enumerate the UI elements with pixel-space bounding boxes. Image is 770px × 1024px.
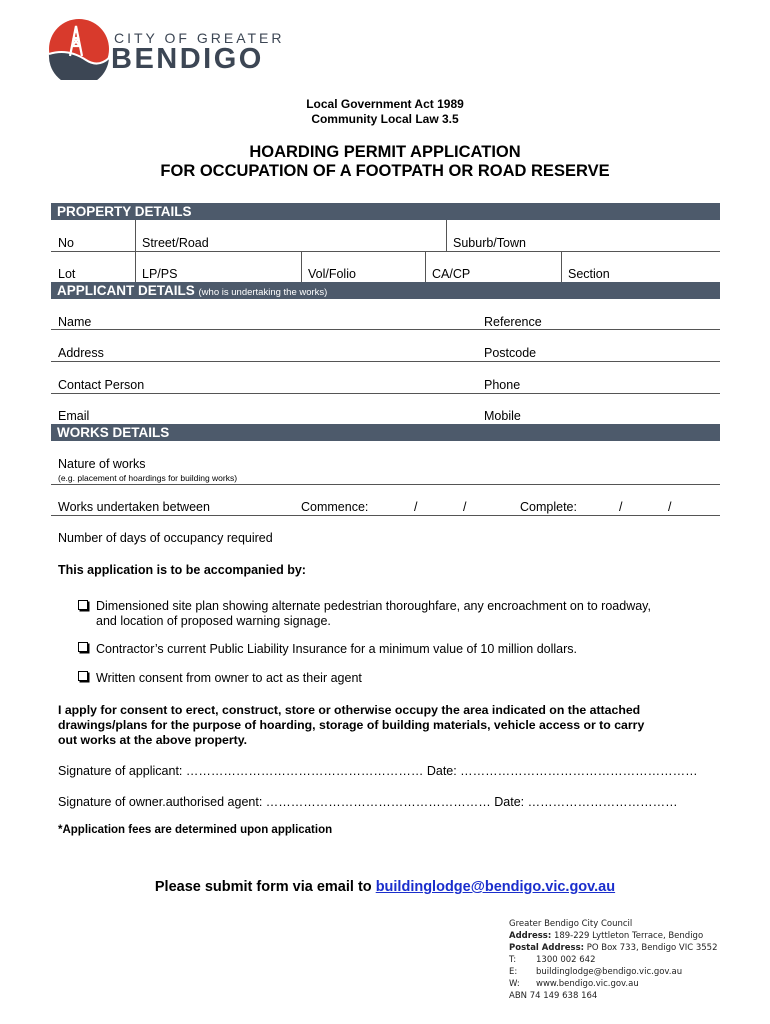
phone-row	[509, 954, 717, 966]
fees-note: *Application fees are determined upon application	[58, 824, 333, 836]
law-line: Community Local Law 3.5	[311, 112, 459, 126]
submit-text: Please submit form via email to	[154, 879, 376, 895]
works-details-heading: WORKS DETAILS	[51, 424, 720, 441]
lpps-label: LP/PS	[142, 267, 178, 281]
declaration-line3: out works at the above property.	[58, 733, 248, 747]
logo-line2: BENDIGO	[111, 43, 264, 75]
postal-label: Postal Address:	[509, 943, 585, 953]
date-slash: /	[414, 500, 418, 514]
page-subtitle: FOR OCCUPATION OF A FOOTPATH OR ROAD RESERVE	[160, 162, 610, 180]
bendigo-logo-icon	[48, 18, 110, 80]
declaration-line2: drawings/plans for the purpose of hoarding, storage of building materials, vehicle access or to carry	[58, 718, 645, 732]
applicant-details-heading	[51, 282, 720, 299]
applicant-subheading: (who is undertaking the works)	[198, 287, 328, 298]
divider	[135, 252, 136, 282]
cacp-label: CA/CP	[432, 267, 471, 281]
accompany-heading: This application is to be accompanied by:	[58, 563, 306, 577]
web-row	[509, 978, 717, 990]
dates-field[interactable]	[51, 515, 720, 516]
name-field[interactable]	[51, 329, 720, 330]
act-line: Local Government Act 1989	[306, 97, 464, 111]
section-label: Section	[568, 267, 610, 281]
name-label: Name	[58, 315, 92, 329]
site-plan-text: Dimensioned site plan showing alternate pedestrian thoroughfare, any encroachment on to roadway,	[96, 599, 651, 613]
insurance-checkbox[interactable]	[78, 642, 88, 652]
email-link[interactable]: buildinglodge@bendigo.vic.gov.au	[375, 879, 616, 895]
commence-label: Commence:	[301, 500, 369, 514]
nature-label: Nature of works	[58, 457, 146, 471]
address-value: 189-229 Lyttleton Terrace, Bendigo	[553, 931, 704, 941]
date-slash: /	[619, 500, 623, 514]
between-label: Works undertaken between	[58, 500, 210, 514]
nature-hint: (e.g. placement of hoardings for building works)	[58, 473, 238, 483]
logo-line1: CITY OF GREATER	[114, 30, 285, 46]
date-slash: /	[463, 500, 467, 514]
applicant-signature-field[interactable]: Signature of applicant: ………………………………………………… Date: …………………………………………………	[58, 764, 698, 778]
address-label: Address:	[509, 931, 552, 941]
site-plan-text-cont: and location of proposed warning signage.	[96, 614, 331, 628]
abn: ABN 74 149 638 164	[509, 991, 598, 1001]
council-address-block	[509, 918, 717, 1002]
postal-address	[509, 942, 717, 954]
divider	[561, 252, 562, 282]
applicant-heading-text: APPLICANT DETAILS	[57, 283, 195, 298]
postal-value: PO Box 733, Bendigo VIC 3552	[586, 943, 718, 953]
volfolio-label: Vol/Folio	[308, 267, 356, 281]
divider	[425, 252, 426, 282]
address-field[interactable]	[51, 361, 720, 362]
phone-prefix: T:	[509, 955, 517, 965]
contact-label: Contact Person	[58, 378, 145, 392]
reference-label: Reference	[484, 315, 542, 329]
insurance-text: Contractor’s current Public Liability Insurance for a minimum value of 10 million dollars.	[96, 642, 577, 656]
phone-label: Phone	[484, 378, 521, 392]
contact-field[interactable]	[51, 393, 720, 394]
council-name: Greater Bendigo City Council	[509, 919, 633, 929]
property-details-heading: PROPERTY DETAILS	[51, 203, 720, 220]
street-label: Street/Road	[142, 236, 209, 250]
date-slash: /	[668, 500, 672, 514]
owner-signature-field[interactable]: Signature of owner.authorised agent: ……………………………………………… Date: ………………………………	[58, 795, 678, 809]
mobile-label: Mobile	[484, 409, 521, 423]
declaration-line1: I apply for consent to erect, construct, store or otherwise occupy the area indicated on the attached	[58, 703, 641, 717]
days-label: Number of days of occupancy required	[58, 531, 273, 545]
submit-instruction	[0, 879, 770, 895]
email-label: Email	[58, 409, 90, 423]
address-label: Address	[58, 346, 104, 360]
street-address	[509, 930, 717, 942]
email-prefix: E:	[509, 967, 518, 977]
web-value[interactable]: www.bendigo.vic.gov.au	[536, 979, 639, 989]
suburb-label: Suburb/Town	[453, 236, 526, 250]
divider	[301, 252, 302, 282]
consent-checkbox[interactable]	[78, 671, 88, 681]
consent-text: Written consent from owner to act as their agent	[96, 671, 362, 685]
site-plan-checkbox[interactable]	[78, 600, 88, 610]
postcode-label: Postcode	[484, 346, 537, 360]
lot-label: Lot	[58, 267, 76, 281]
complete-label: Complete:	[520, 500, 577, 514]
page-title: HOARDING PERMIT APPLICATION	[249, 143, 521, 161]
email-row	[509, 966, 717, 978]
email-value[interactable]: buildinglodge@bendigo.vic.gov.au	[536, 967, 683, 977]
no-label: No	[58, 236, 74, 250]
phone-value: 1300 002 642	[536, 955, 596, 965]
nature-field[interactable]	[51, 484, 720, 485]
web-prefix: W:	[509, 979, 520, 989]
